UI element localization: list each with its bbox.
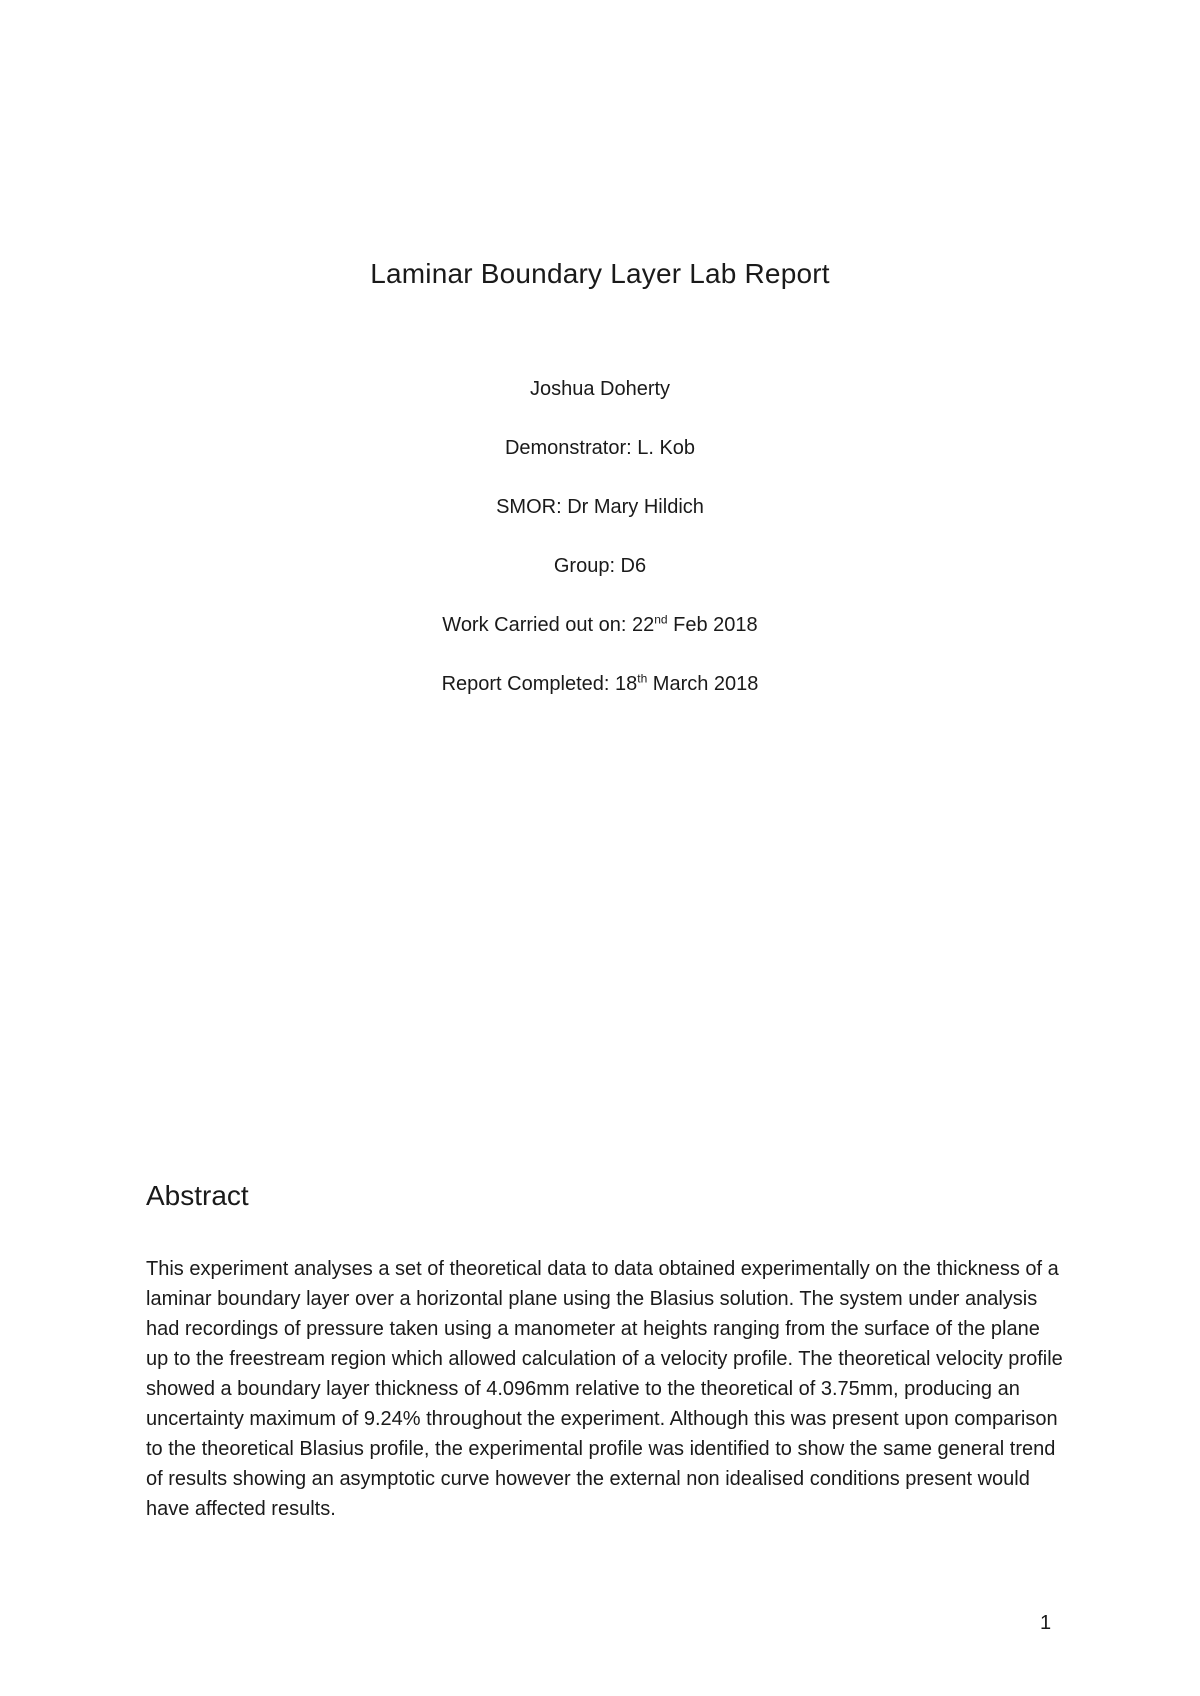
group-line: Group: D6 bbox=[553, 555, 647, 577]
work-carried-out-prefix: Work Carried out on: 22 bbox=[442, 614, 655, 636]
work-carried-out-rest: Feb 2018 bbox=[667, 614, 758, 636]
abstract-heading: Abstract bbox=[146, 1180, 249, 1211]
page-number: 1 bbox=[1040, 1612, 1052, 1634]
report-completed-ordinal: th bbox=[637, 671, 648, 686]
report-completed-line bbox=[0, 673, 1200, 696]
demonstrator-line: Demonstrator: L. Kob bbox=[504, 437, 696, 459]
work-carried-out-line bbox=[0, 614, 1200, 637]
author-name: Joshua Doherty bbox=[529, 378, 671, 400]
report-completed-prefix: Report Completed: 18 bbox=[441, 673, 638, 695]
report-title: Laminar Boundary Layer Lab Report bbox=[370, 258, 830, 289]
report-completed-rest: March 2018 bbox=[647, 673, 759, 695]
smor-line: SMOR: Dr Mary Hildich bbox=[496, 496, 704, 518]
work-carried-out-ordinal: nd bbox=[654, 612, 668, 627]
abstract-body: This experiment analyses a set of theoretical data to data obtained experimentally on the thickness of a laminar boundary layer over a horizontal plane using the Blasius solution. The system under analysis had recordings of pressure taken using a manometer at heights ranging from the surface of the plane up to the freestream region which allowed calculation of a velocity profile. The theoretical velocity profile showed a boundary layer thickness of 4.096mm relative to the theoretical of 3.75mm, producing an uncertainty maximum of 9.24% throughout the experiment. Although this was present upon comparison to the theoretical Blasius profile, the experimental profile was identified to show the same general trend of results showing an asymptotic curve however the external non idealised conditions present would have affected results. bbox=[146, 1258, 1063, 1520]
